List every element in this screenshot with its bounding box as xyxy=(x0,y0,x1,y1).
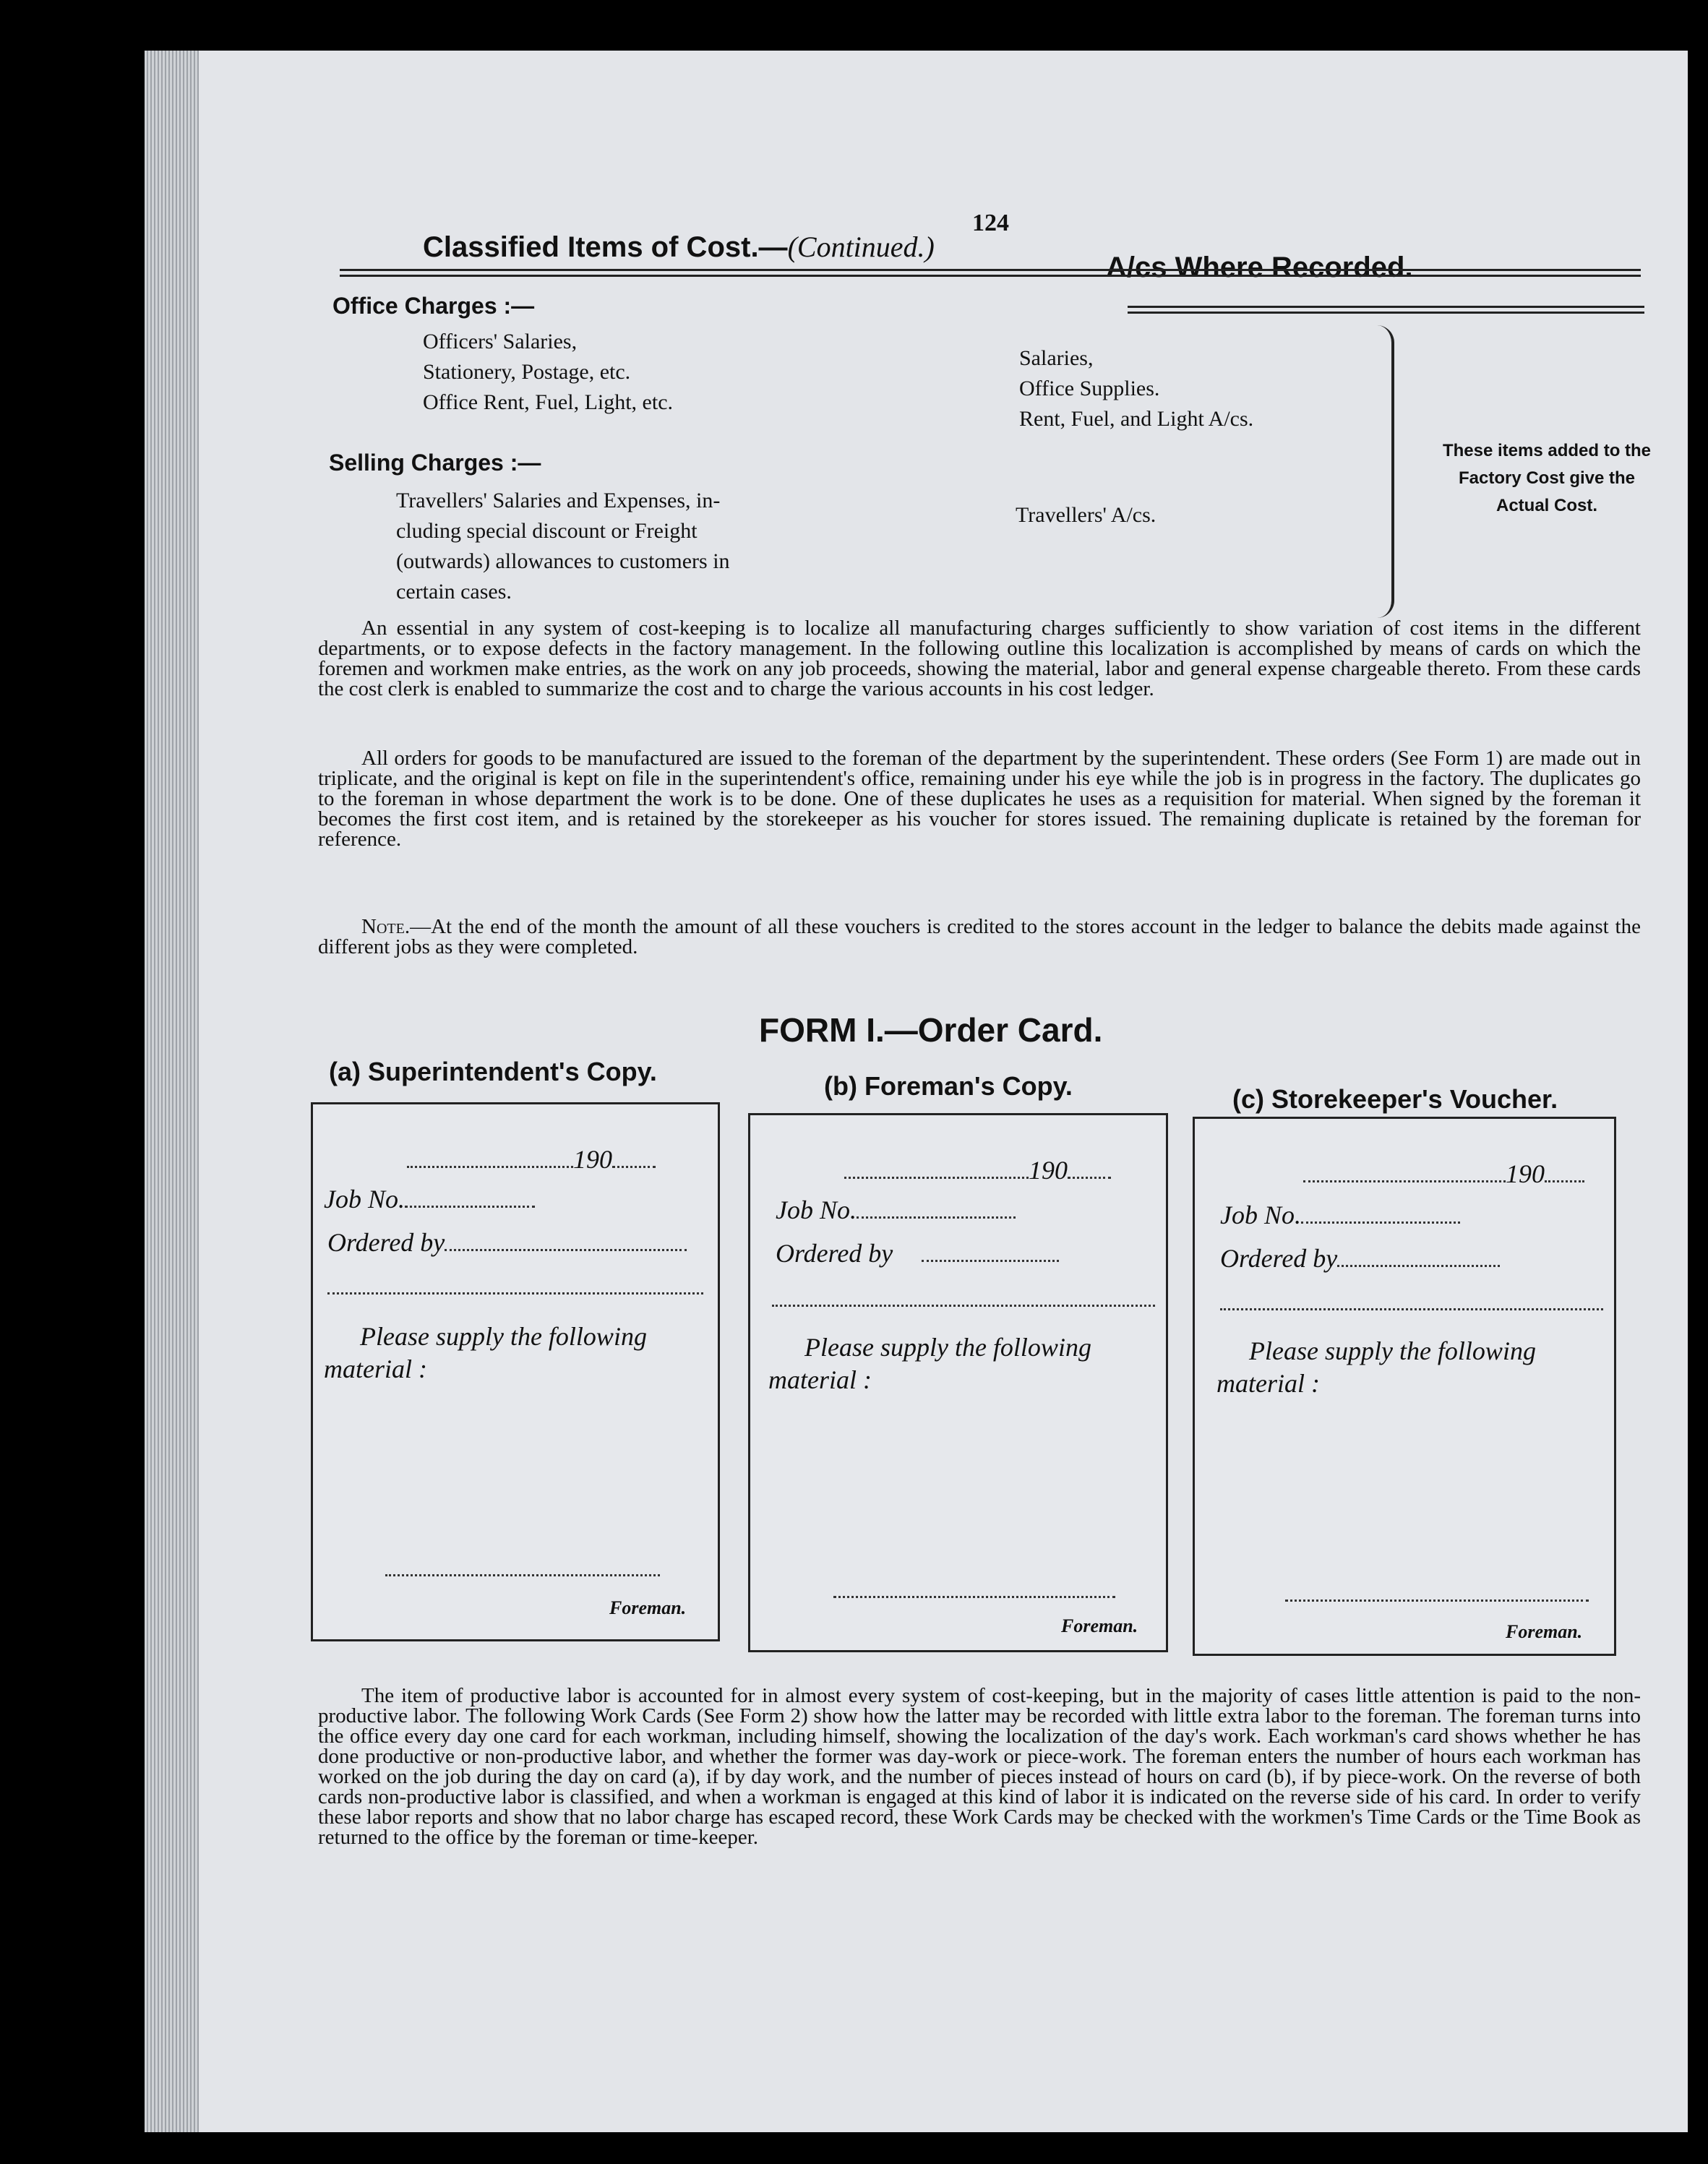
office-account: Salaries, xyxy=(1019,346,1094,370)
card-job-label: Job No. xyxy=(776,1195,857,1224)
office-account: Rent, Fuel, and Light A/cs. xyxy=(1019,407,1254,431)
job-dots xyxy=(857,1216,1016,1219)
selling-item: cluding special discount or Freight xyxy=(396,519,698,543)
signature-dots xyxy=(1285,1600,1589,1602)
office-item: Stationery, Postage, etc. xyxy=(423,360,631,384)
card-foreman-label: Foreman. xyxy=(609,1597,687,1618)
job-dots xyxy=(405,1206,535,1208)
office-account: Office Supplies. xyxy=(1019,377,1160,400)
page-number: 124 xyxy=(972,210,1009,236)
paragraph-note xyxy=(318,916,1641,957)
date-dots xyxy=(1545,1180,1584,1182)
header-continued: (Continued.) xyxy=(787,231,935,263)
card-label-superintendent: (a) Superintendent's Copy. xyxy=(329,1057,657,1086)
header-left-title xyxy=(423,230,935,264)
office-charges-accounts xyxy=(1019,343,1253,434)
selling-item: certain cases. xyxy=(396,580,512,604)
ordered-dots xyxy=(922,1260,1059,1262)
date-dots xyxy=(407,1166,573,1168)
ordered-dots xyxy=(1337,1265,1500,1267)
order-card-foreman xyxy=(748,1113,1168,1652)
office-charges-heading: Office Charges :— xyxy=(332,293,535,319)
header-rule-right-2 xyxy=(1128,312,1644,314)
date-dots xyxy=(1303,1180,1506,1182)
header-left-text: Classified Items of Cost.— xyxy=(423,231,788,263)
card-label-storekeeper: (c) Storekeeper's Voucher. xyxy=(1232,1084,1558,1114)
card-supply-1: Please supply the following xyxy=(360,1322,647,1351)
selling-item: Travellers' Salaries and Expenses, in- xyxy=(396,489,721,512)
selling-item: (outwards) allowances to customers in xyxy=(396,549,730,573)
blank-dots xyxy=(327,1292,703,1294)
card-date: 190 xyxy=(1029,1156,1068,1185)
form-title: FORM I.—Order Card. xyxy=(759,1011,1103,1049)
date-dots xyxy=(1068,1177,1111,1179)
header-rule-bottom xyxy=(340,275,1641,277)
card-ordered-label: Ordered by xyxy=(1220,1244,1338,1273)
office-item: Officers' Salaries, xyxy=(423,330,578,353)
ordered-dots xyxy=(445,1249,687,1251)
card-supply-2: material : xyxy=(1216,1369,1320,1398)
order-card-superintendent xyxy=(311,1102,720,1641)
grouping-brace xyxy=(1377,325,1394,618)
card-supply-2: material : xyxy=(324,1354,427,1383)
brace-note: These items added to the Factory Cost give the Actual Cost. xyxy=(1442,441,1652,515)
card-label-foreman: (b) Foreman's Copy. xyxy=(824,1071,1073,1101)
card-job-label: Job No. xyxy=(1220,1201,1301,1229)
card-date: 190 xyxy=(1506,1159,1545,1188)
header-rule-right-1 xyxy=(1128,306,1644,308)
card-date: 190 xyxy=(573,1145,612,1174)
header-rule-top xyxy=(340,269,1641,271)
office-charges-items xyxy=(423,327,673,418)
signature-dots xyxy=(833,1596,1115,1598)
paragraph-localization xyxy=(318,618,1641,699)
paragraph-text: An essential in any system of cost-keeping is to localize all manufacturing charges sufficiently to show variation of cost items in the different departments, or to expose defects in the factory management. In the following outline this localization is accomplished by means of cards on which the foremen and workmen make entries, as the work on any job proceeds, showing the material, labor and general expense chargeable thereto. From these cards the cost clerk is enabled to summarize the cost and to charge the various accounts in his cost ledger. xyxy=(318,617,1641,700)
paragraph-text: The item of productive labor is accounted for in almost every system of cost-keeping, but in the majority of cases little attention is paid to the non-productive labor. The following Work Cards (See Form 2) show how the latter may be recorded with little extra labor to the foreman. The foreman turns into the office every day one card for each workman, including himself, showing the localization of the day's work. Each workman's card shows whether he has done productive or non-productive labor, and whether the former was day-work or piece-work. The foreman enters the number of hours each workman has worked on the job during the day on card (a), if by day work, and the number of pieces instead of hours on card (b), if by piece-work. On the reverse of both cards non-productive labor is classified, and when a workman is engaged at this kind of labor it is indicated on the reverse side of his card. In order to verify these labor reports and show that no labor charge has escaped record, these Work Cards may be checked with the workmen's Time Cards or the Time Book as returned to the office by the foreman or time-keeper. xyxy=(318,1684,1641,1849)
header-right-title: A/cs Where Recorded. xyxy=(1106,252,1413,283)
signature-dots xyxy=(385,1574,660,1576)
card-foreman-label: Foreman. xyxy=(1061,1615,1138,1636)
date-dots xyxy=(844,1177,1029,1179)
order-card-storekeeper xyxy=(1193,1117,1616,1656)
job-dots xyxy=(1301,1221,1460,1224)
blank-dots xyxy=(1220,1308,1603,1310)
office-item: Office Rent, Fuel, Light, etc. xyxy=(423,390,674,414)
card-supply-1: Please supply the following xyxy=(804,1333,1091,1362)
note-label: Note. xyxy=(361,915,411,938)
selling-charges-heading: Selling Charges :— xyxy=(329,450,541,476)
note-text: —At the end of the month the amount of all these vouchers is credited to the stores account in the ledger to balance the debits made against the different jobs as they were completed. xyxy=(318,915,1641,958)
card-job-label: Job No. xyxy=(324,1185,405,1214)
page-edge-shading xyxy=(145,51,199,2132)
card-supply-2: material : xyxy=(768,1365,872,1394)
paragraph-labor xyxy=(318,1686,1641,1847)
blank-dots xyxy=(772,1305,1155,1307)
paragraph-text: All orders for goods to be manufactured are issued to the foreman of the department by the superintendent. These orders (See Form 1) are made out in triplicate, and the original is kept on file in the superintendent's office, remaining under his eye while the job is in progress in the factory. The duplicates go to the foreman in whose department the work is to be done. One of these duplicates he uses as a requisition for material. When signed by the foreman it becomes the first cost item, and is retained by the storekeeper as his voucher for stores issued. The remaining duplicate is retained by the foreman for reference. xyxy=(318,747,1641,851)
card-foreman-label: Foreman. xyxy=(1506,1621,1583,1642)
card-supply-1: Please supply the following xyxy=(1249,1336,1536,1365)
card-ordered-label: Ordered by xyxy=(327,1228,445,1257)
selling-charges-account: Travellers' A/cs. xyxy=(1016,503,1156,527)
selling-charges-items xyxy=(396,486,730,607)
paragraph-orders xyxy=(318,748,1641,849)
card-ordered-label: Ordered by xyxy=(776,1239,893,1268)
date-dots xyxy=(612,1166,656,1168)
